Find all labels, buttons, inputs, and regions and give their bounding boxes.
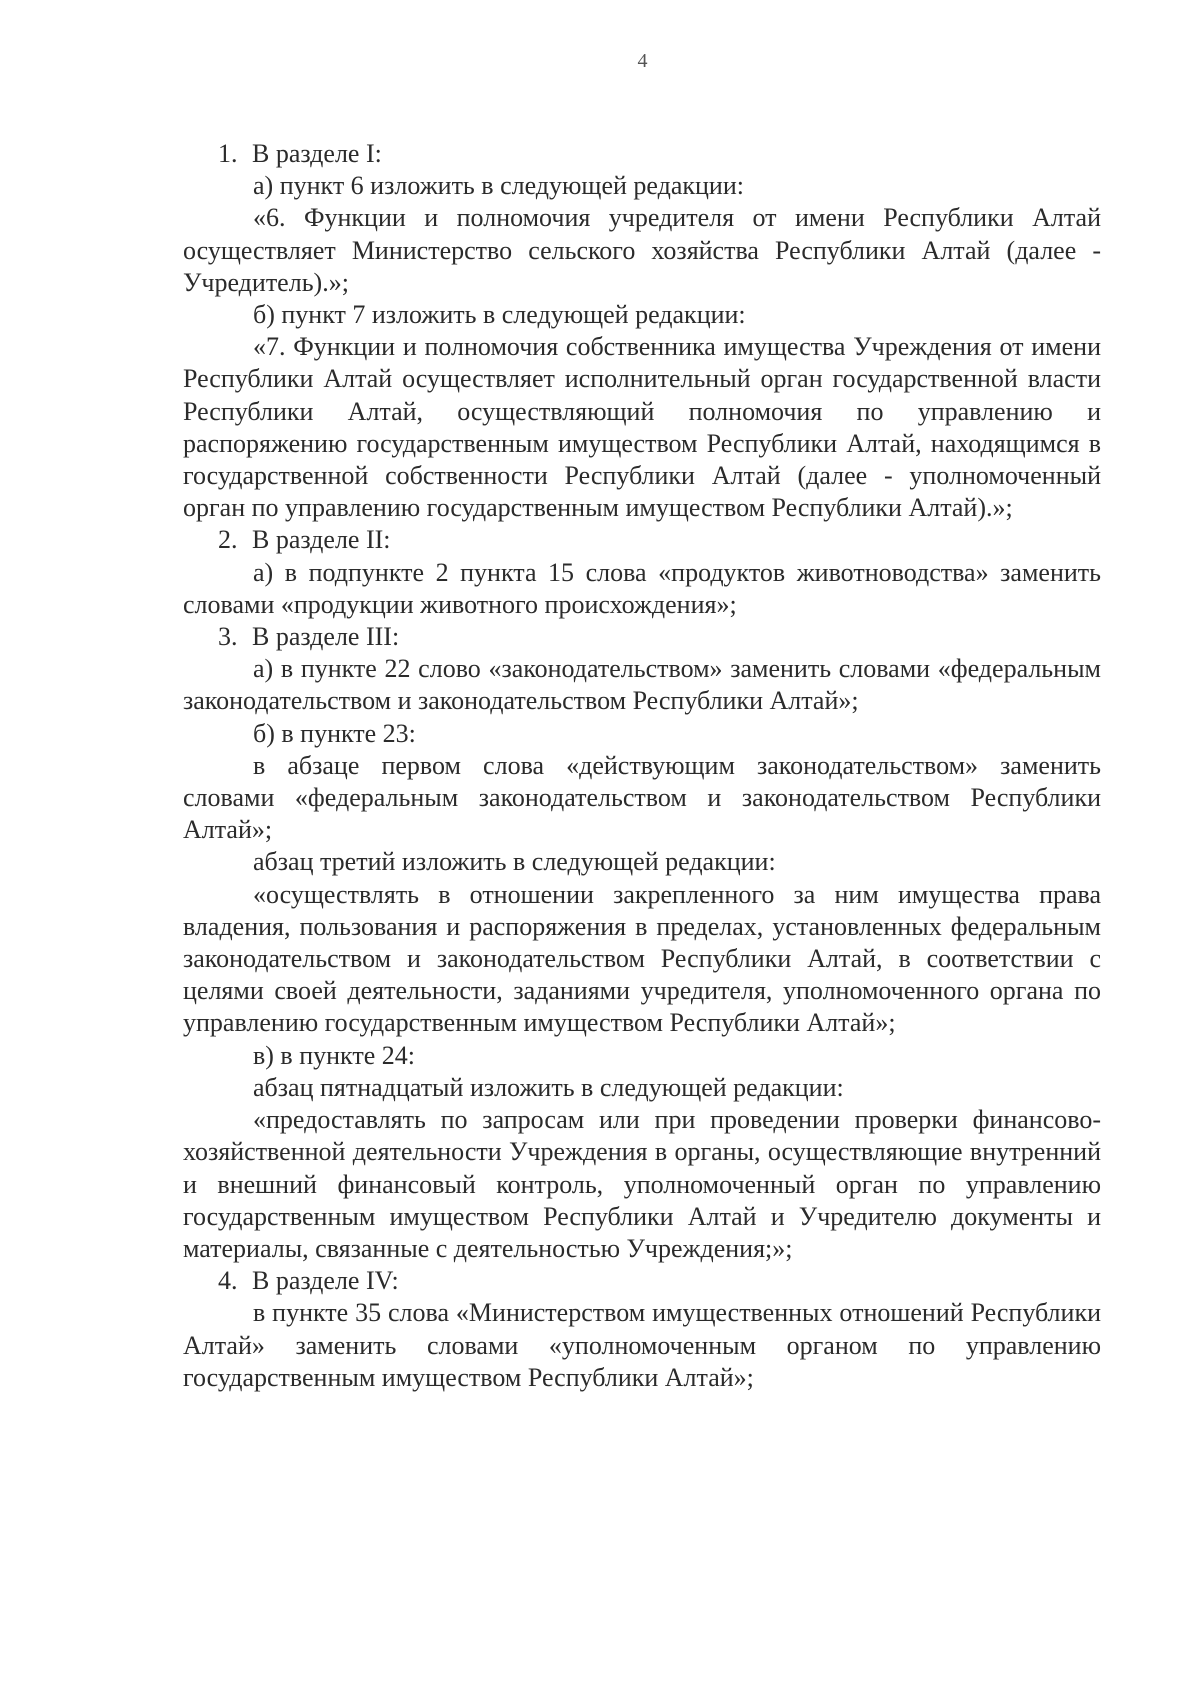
item-text: В разделе I:: [252, 139, 382, 168]
item-text: В разделе III:: [252, 622, 400, 652]
paragraph: в абзаце первом слова «действующим законодательством» заменить словами «федеральным законодательством и законодательством Республики Алтай»;: [183, 750, 1101, 845]
item-number: 3.: [218, 622, 238, 652]
item-text: В разделе II:: [252, 525, 391, 555]
paragraph: б) пункт 7 изложить в следующей редакции:: [253, 300, 746, 330]
item-text: В разделе IV:: [252, 1266, 399, 1296]
item-number: 2.: [218, 525, 238, 555]
paragraph: в) в пункте 24:: [253, 1040, 415, 1070]
paragraph: абзац третий изложить в следующей редакции:: [253, 847, 776, 877]
paragraph: абзац пятнадцатый изложить в следующей редакции:: [253, 1072, 844, 1102]
paragraph: б) в пункте 23:: [253, 718, 416, 748]
document-body: [183, 138, 1101, 1394]
section-item: [183, 138, 1101, 170]
paragraph: «6. Функции и полномочия учредителя от имени Республики Алтай осуществляет Министерство сельского хозяйства Республики Алтай (далее - Учредитель).»;: [183, 203, 1101, 297]
section-item: [183, 524, 1101, 556]
item-number: 1.: [218, 139, 238, 168]
paragraph: а) в пункте 22 слово «законодательством» заменить словами «федеральным законодательством и законодательством Республики Алтай»;: [183, 654, 1101, 716]
page-number: 4: [637, 50, 648, 72]
item-number: 4.: [218, 1266, 238, 1296]
section-item: [183, 621, 1101, 653]
paragraph: «7. Функции и полномочия собственника имущества Учреждения от имени Республики Алтай осуществляет исполнительный орган государственной власти Республики Алтай, осуществляющий полномочия по управлению и распоряжению государственным имуществом Республики Алтай, находящимся в государственной собственности Республики Алтай (далее - уполномоченный орган по управлению государственным имуществом Республики Алтай).»;: [183, 332, 1101, 523]
paragraph: а) пункт 6 изложить в следующей редакции:: [253, 171, 744, 201]
paragraph: «предоставлять по запросам или при проведении проверки финансово-хозяйственной деятельности Учреждения в органы, осуществляющие внутренний и внешний финансовый контроль, уполномоченный орган по управлению государственным имуществом Республики Алтай и Учредителю документы и материалы, связанные с деятельностью Учреждения;»;: [183, 1105, 1101, 1263]
section-item: [183, 1265, 1101, 1297]
paragraph: «осуществлять в отношении закрепленного за ним имущества права владения, пользования и распоряжения в пределах, установленных федеральным законодательством и законодательством Республики Алтай, в соответствии с целями своей деятельности, заданиями учредителя, уполномоченного органа по управлению государственным имуществом Республики Алтай»;: [183, 879, 1101, 1038]
paragraph: в пункте 35 слова «Министерством имущественных отношений Республики Алтай» заменить словами «уполномоченным органом по управлению государственным имуществом Республики Алтай»;: [183, 1298, 1101, 1392]
paragraph: а) в подпункте 2 пункта 15 слова «продуктов животноводства» заменить словами «продукции животного происхождения»;: [183, 557, 1101, 619]
